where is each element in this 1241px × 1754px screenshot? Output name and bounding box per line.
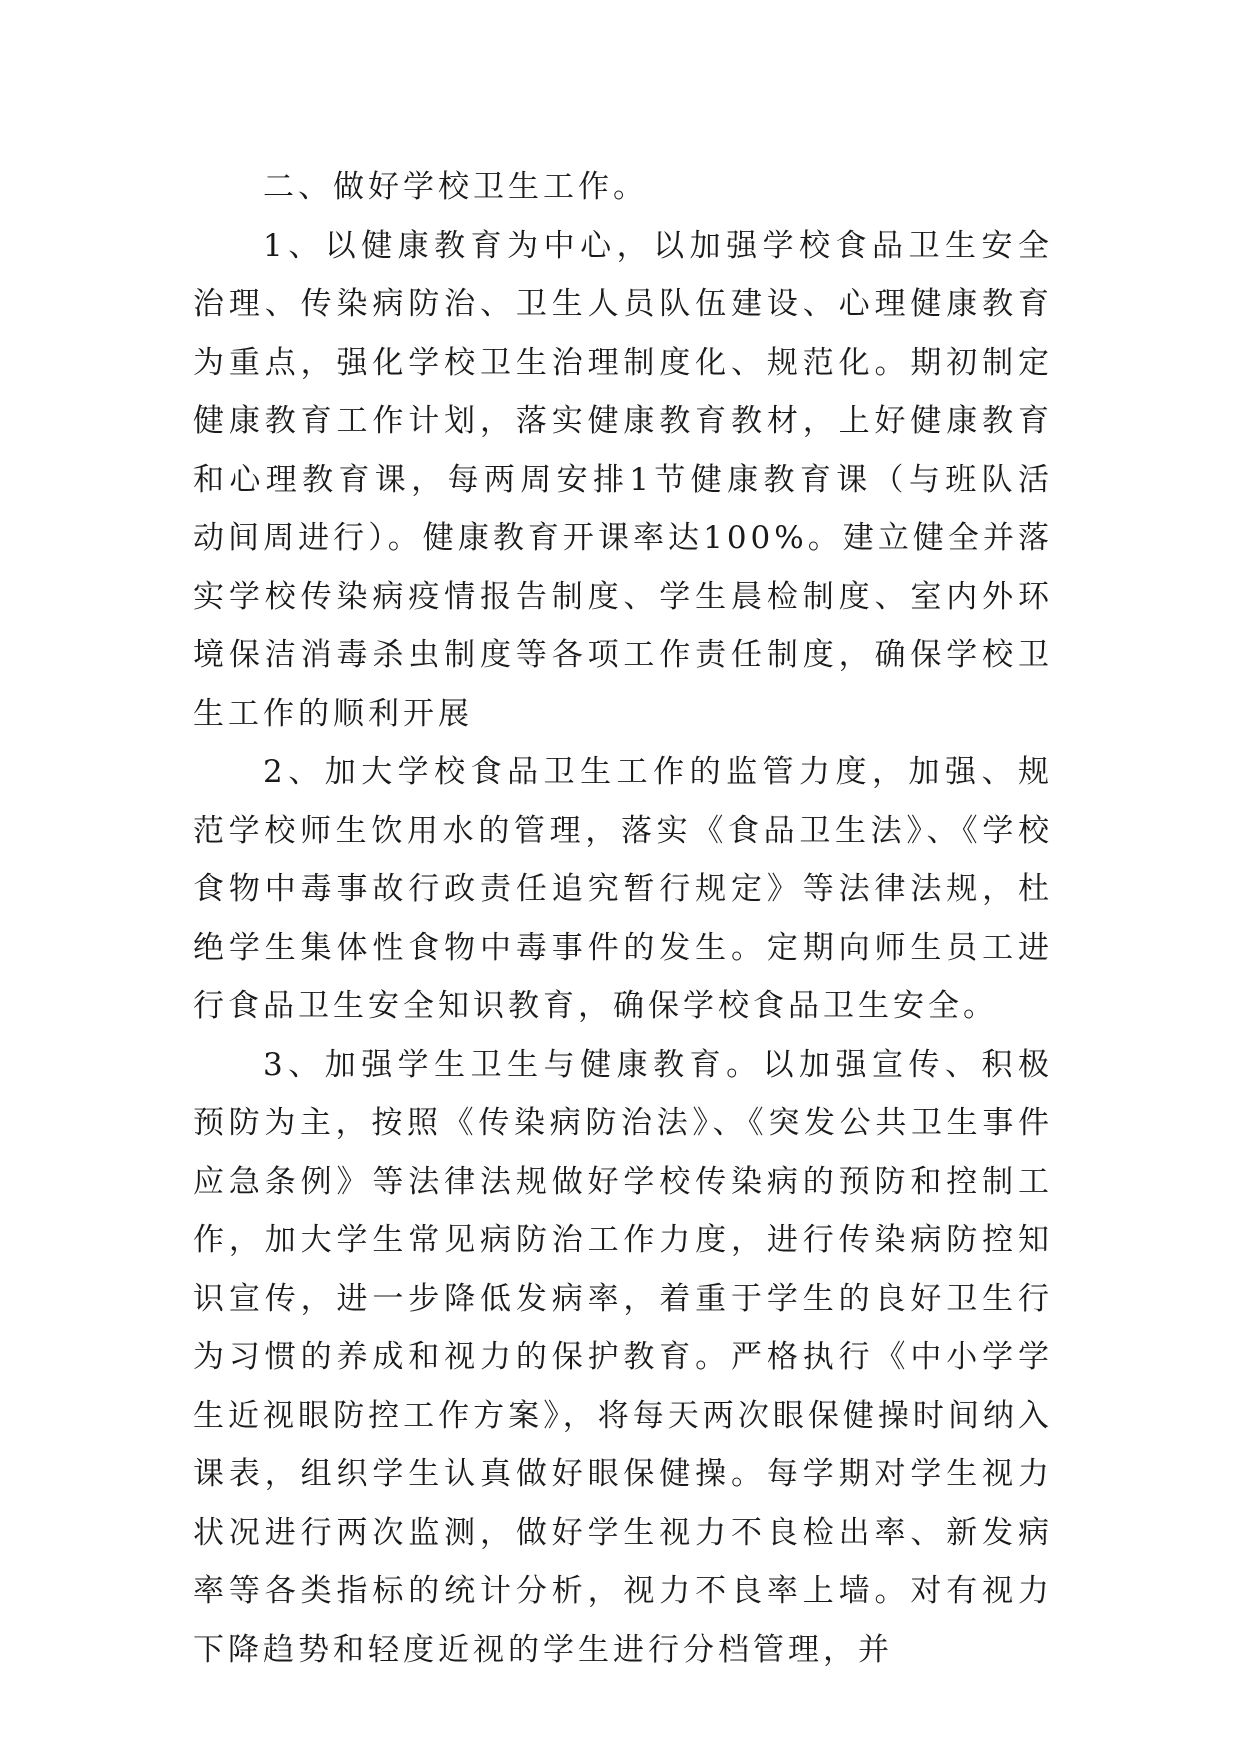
section-heading: 二、做好学校卫生工作。 — [263, 169, 648, 205]
document-body — [193, 158, 1053, 1679]
paragraph-2: 2、加大学校食品卫生工作的监管力度，加强、规范学校师生饮用水的管理，落实《食品卫生法》、《学校食物中毒事故行政责任追究暂行规定》等法律法规，杜绝学生集体性食物中毒事件的发生。定期向师生员工进行食品卫生安全知识教育，确保学校食品卫生安全。 — [193, 754, 1053, 1024]
paragraph-1: 1、以健康教育为中心，以加强学校食品卫生安全治理、传染病防治、卫生人员队伍建设、心理健康教育为重点，强化学校卫生治理制度化、规范化。期初制定健康教育工作计划，落实健康教育教材，上好健康教育和心理教育课，每两周安排1节健康教育课（与班队活动间周进行）。健康教育开课率达100%。建立健全并落实学校传染病疫情报告制度、学生晨检制度、室内外环境保洁消毒杀虫制度等各项工作责任制度，确保学校卫生工作的顺利开展 — [193, 227, 1053, 732]
paragraph-3: 3、加强学生卫生与健康教育。以加强宣传、积极预防为主，按照《传染病防治法》、《突发公共卫生事件应急条例》等法律法规做好学校传染病的预防和控制工作，加大学生常见病防治工作力度，进行传染病防控知识宣传，进一步降低发病率，着重于学生的良好卫生行为习惯的养成和视力的保护教育。严格执行《中小学学生近视眼防控工作方案》，将每天两次眼保健操时间纳入课表，组织学生认真做好眼保健操。每学期对学生视力状况进行两次监测，做好学生视力不良检出率、新发病率等各类指标的统计分析，视力不良率上墙。对有视力下降趋势和轻度近视的学生进行分档管理，并 — [193, 1046, 1053, 1668]
